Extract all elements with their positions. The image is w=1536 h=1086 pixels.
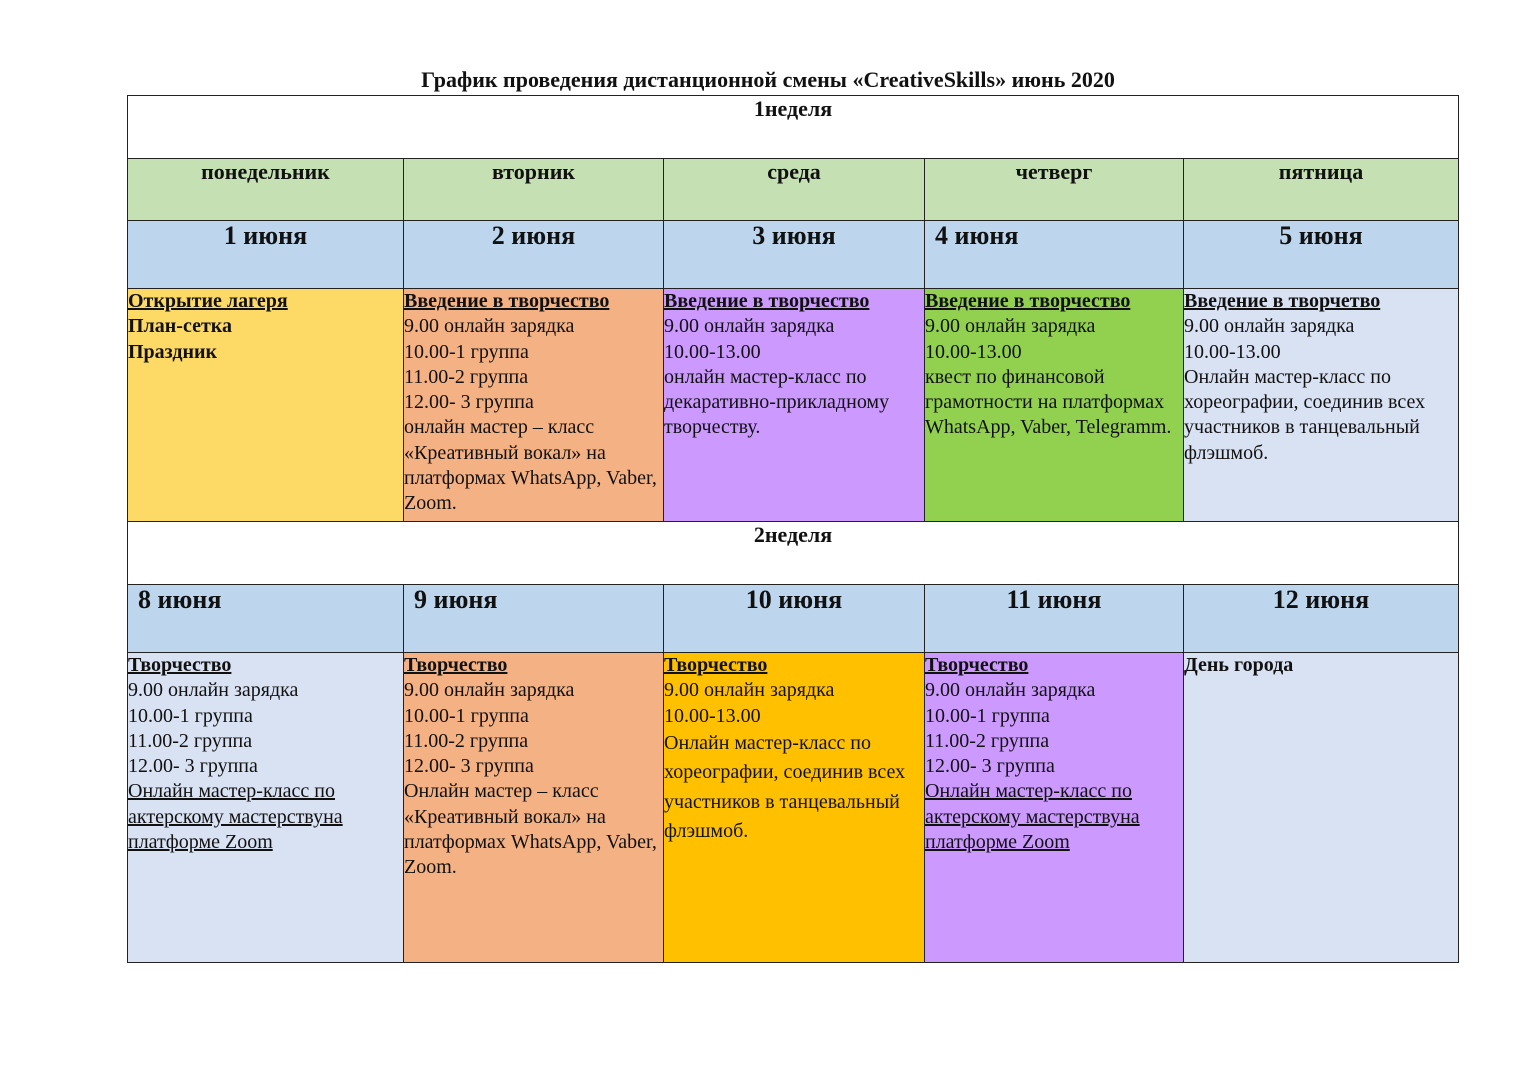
activity-description: Онлайн мастер-класс по хореографии, соединив всех участников в танцевальный флэшмоб. — [664, 731, 906, 843]
activity-cell-jun-3 — [664, 289, 925, 522]
date-cell: 4 июня — [925, 221, 1184, 289]
date-cell: 3 июня — [664, 221, 925, 289]
week-2-row — [128, 522, 1459, 585]
activity-line: Праздник — [128, 340, 218, 363]
activity-line: 10.00-13.00 — [664, 704, 761, 727]
activity-cell-jun-11 — [925, 653, 1184, 963]
activity-line: 11.00-2 группа — [925, 729, 1050, 752]
activity-line: 9.00 онлайн зарядка — [925, 679, 1096, 702]
activity-line: 10.00-1 группа — [404, 340, 529, 363]
activity-cell-jun-10 — [664, 653, 925, 963]
activity-line: 11.00-2 группа — [404, 365, 529, 388]
activity-heading: Открытие лагеря — [128, 290, 288, 312]
activity-description: Онлайн мастер-класс по хореографии, соединив всех участников в танцевальный флэшмоб. — [1184, 365, 1426, 464]
activity-line: 9.00 онлайн зарядка — [1184, 315, 1355, 338]
activity-line: 9.00 онлайн зарядка — [404, 679, 575, 702]
activity-line: 9.00 онлайн зарядка — [128, 679, 299, 702]
activity-line: 11.00-2 группа — [128, 729, 253, 752]
date-cell: 10 июня — [664, 585, 925, 653]
activity-heading: Творчество — [404, 654, 508, 676]
weekday-friday: пятница — [1184, 159, 1459, 221]
date-cell: 8 июня — [128, 585, 404, 653]
activity-heading: Творчество — [664, 654, 768, 676]
activity-line: 9.00 онлайн зарядка — [664, 679, 835, 702]
date-cell: 12 июня — [1184, 585, 1459, 653]
date-cell: 9 июня — [404, 585, 664, 653]
activity-cell-jun-8 — [128, 653, 404, 963]
activity-heading: Введение в творчество — [404, 290, 610, 312]
activity-line: 10.00-13.00 — [925, 340, 1022, 363]
activity-line: 12.00- 3 группа — [128, 755, 258, 778]
activity-description: онлайн мастер-класс по декаративно-прикладному творчеству. — [664, 365, 890, 439]
activity-heading: Введение в творчетво — [1184, 290, 1381, 312]
activity-line: 11.00-2 группа — [404, 729, 529, 752]
weekday-thursday: четверг — [925, 159, 1184, 221]
weekday-wednesday: среда — [664, 159, 925, 221]
activity-line: 10.00-1 группа — [925, 704, 1050, 727]
page-title: График проведения дистанционной смены «CreativeSkills» июнь 2020 — [421, 67, 1115, 92]
activity-line: План-сетка — [128, 315, 233, 338]
activity-heading: Творчество — [128, 654, 232, 676]
activity-description: Онлайн мастер-класс по актерскому мастерствуна платформе Zoom — [925, 780, 1140, 854]
date-cell: 1 июня — [128, 221, 404, 289]
weekday-monday: понедельник — [128, 159, 404, 221]
activity-description: Онлайн мастер-класс по актерскому мастерствуна платформе Zoom — [128, 780, 343, 854]
date-cell: 2 июня — [404, 221, 664, 289]
activity-line: 10.00-1 группа — [404, 704, 529, 727]
activity-cell-jun-9 — [404, 653, 664, 963]
date-cell: 11 июня — [925, 585, 1184, 653]
activity-heading: Творчество — [925, 654, 1029, 676]
week-2-label: 2неделя — [128, 522, 1459, 585]
activity-cell-jun-4 — [925, 289, 1184, 522]
weekday-header-row — [128, 159, 1459, 221]
activity-line: 9.00 онлайн зарядка — [404, 315, 575, 338]
activity-heading: Введение в творчество — [925, 290, 1131, 312]
activity-cell-jun-1 — [128, 289, 404, 522]
week-1-label: 1неделя — [128, 96, 1459, 159]
date-cell: 5 июня — [1184, 221, 1459, 289]
weekday-tuesday: вторник — [404, 159, 664, 221]
activity-line: 10.00-1 группа — [128, 704, 253, 727]
schedule-table — [127, 95, 1459, 963]
activity-description: Онлайн мастер – класс «Креативный вокал» на платформах WhatsApp, Vaber, Zoom. — [404, 780, 657, 879]
activity-line: 10.00-13.00 — [1184, 340, 1281, 363]
activity-heading: Введение в творчество — [664, 290, 870, 312]
activity-cell-jun-5 — [1184, 289, 1459, 522]
week-1-activities-row — [128, 289, 1459, 522]
week-2-dates-row — [128, 585, 1459, 653]
week-1-row — [128, 96, 1459, 159]
activity-heading: День города — [1184, 654, 1294, 676]
activity-line: 12.00- 3 группа — [925, 755, 1055, 778]
activity-description: онлайн мастер – класс «Креативный вокал» на платформах WhatsApp, Vaber, Zoom. — [404, 416, 657, 515]
activity-line: 9.00 онлайн зарядка — [664, 315, 835, 338]
week-1-dates-row — [128, 221, 1459, 289]
activity-description: квест по финансовой грамотности на платформах WhatsApp, Vaber, Telegramm. — [925, 365, 1172, 439]
activity-line: 9.00 онлайн зарядка — [925, 315, 1096, 338]
activity-cell-jun-2 — [404, 289, 664, 522]
week-2-activities-row — [128, 653, 1459, 963]
activity-line: 10.00-13.00 — [664, 340, 761, 363]
activity-line: 12.00- 3 группа — [404, 391, 534, 414]
activity-line: 12.00- 3 группа — [404, 755, 534, 778]
activity-cell-jun-12 — [1184, 653, 1459, 963]
